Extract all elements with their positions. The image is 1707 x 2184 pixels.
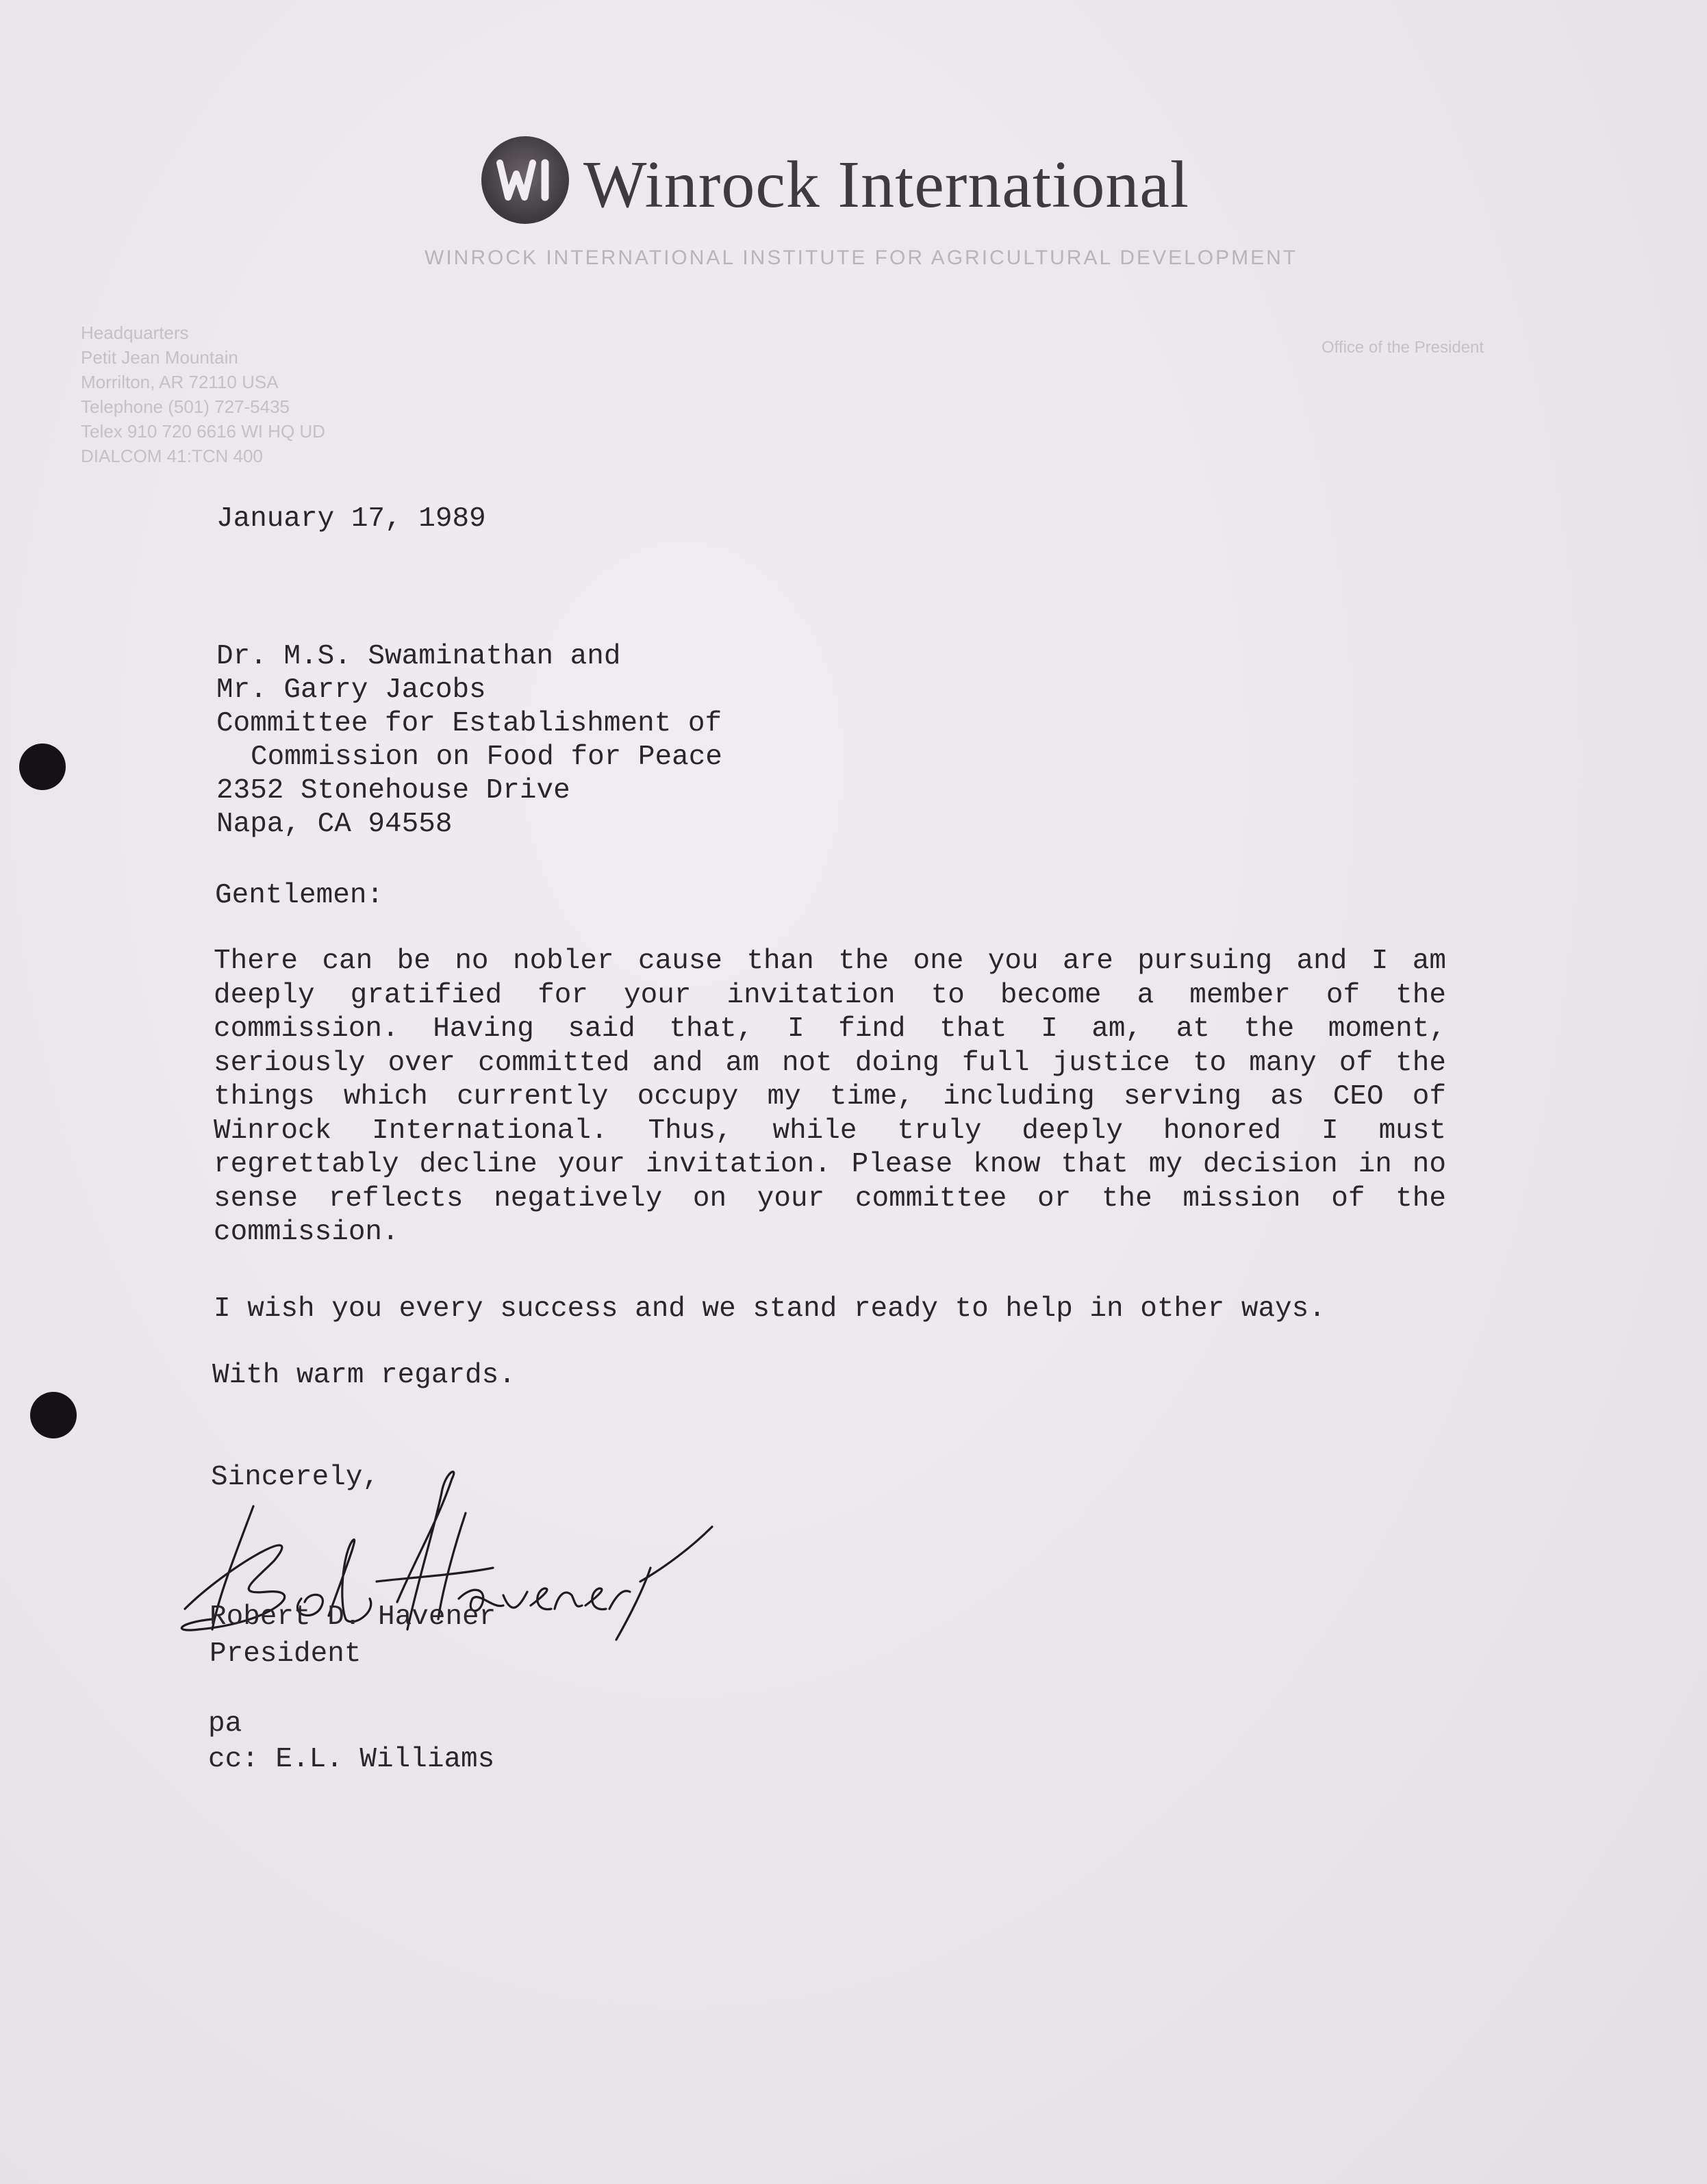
body-line: commission. xyxy=(214,1217,399,1248)
salutation: Gentlemen: xyxy=(215,880,384,911)
letterhead-subtitle: WINROCK INTERNATIONAL INSTITUTE FOR AGRICULTURAL DEVELOPMENT xyxy=(425,246,1298,269)
body-line: deeply gratified for your invitation to become a member of the xyxy=(214,979,1446,1011)
office-label: Office of the President xyxy=(1322,338,1484,357)
complimentary-close: Sincerely, xyxy=(211,1462,380,1493)
address-line: Dr. M.S. Swaminathan and xyxy=(216,641,621,672)
address-line: Mr. Garry Jacobs xyxy=(216,674,486,706)
body-line: regrettably decline your invitation. Please know that my decision in no xyxy=(214,1149,1446,1180)
body-line: There can be no nobler cause than the one you are pursuing and I am xyxy=(214,945,1446,977)
address-line: Committee for Establishment of xyxy=(216,708,722,739)
address-line: Napa, CA 94558 xyxy=(216,809,453,840)
address-line: 2352 Stonehouse Drive xyxy=(216,775,570,807)
body-paragraph xyxy=(214,945,1446,1250)
punch-hole xyxy=(30,1392,77,1438)
hq-line: Headquarters xyxy=(81,322,189,343)
body-line: commission. Having said that, I find that I am, at the moment, xyxy=(214,1013,1446,1045)
signer-name: Robert D. Havener xyxy=(210,1601,496,1633)
address-line: Commission on Food for Peace xyxy=(251,741,722,773)
body-line: Winrock International. Thus, while truly deeply honored I must xyxy=(214,1115,1446,1147)
hq-line: DIALCOM 41:TCN 400 xyxy=(81,446,263,466)
winrock-logo-icon xyxy=(479,134,571,226)
warm-regards: With warm regards. xyxy=(212,1360,516,1391)
hq-line: Petit Jean Mountain xyxy=(81,347,238,368)
signer-title: President xyxy=(210,1638,362,1670)
hq-line: Morrilton, AR 72110 USA xyxy=(81,372,279,392)
body-line: things which currently occupy my time, including serving as CEO of xyxy=(214,1081,1446,1113)
letterhead-logo xyxy=(479,134,1232,230)
organization-name: Winrock International xyxy=(583,148,1190,222)
letter-date: January 17, 1989 xyxy=(216,503,486,535)
body-line: seriously over committed and am not doing full justice to many of the xyxy=(214,1047,1446,1079)
body-line: sense reflects negatively on your committee or the mission of the xyxy=(214,1182,1446,1215)
carbon-copy: cc: E.L. Williams xyxy=(208,1744,495,1775)
punch-hole xyxy=(19,744,66,790)
typist-initials: pa xyxy=(208,1708,242,1740)
headquarters-address xyxy=(81,320,325,468)
hq-line: Telephone (501) 727-5435 xyxy=(81,396,290,417)
closing-wish: I wish you every success and we stand ready to help in other ways. xyxy=(214,1293,1326,1325)
hq-line: Telex 910 720 6616 WI HQ UD xyxy=(81,421,325,442)
recipient-address xyxy=(216,640,722,841)
